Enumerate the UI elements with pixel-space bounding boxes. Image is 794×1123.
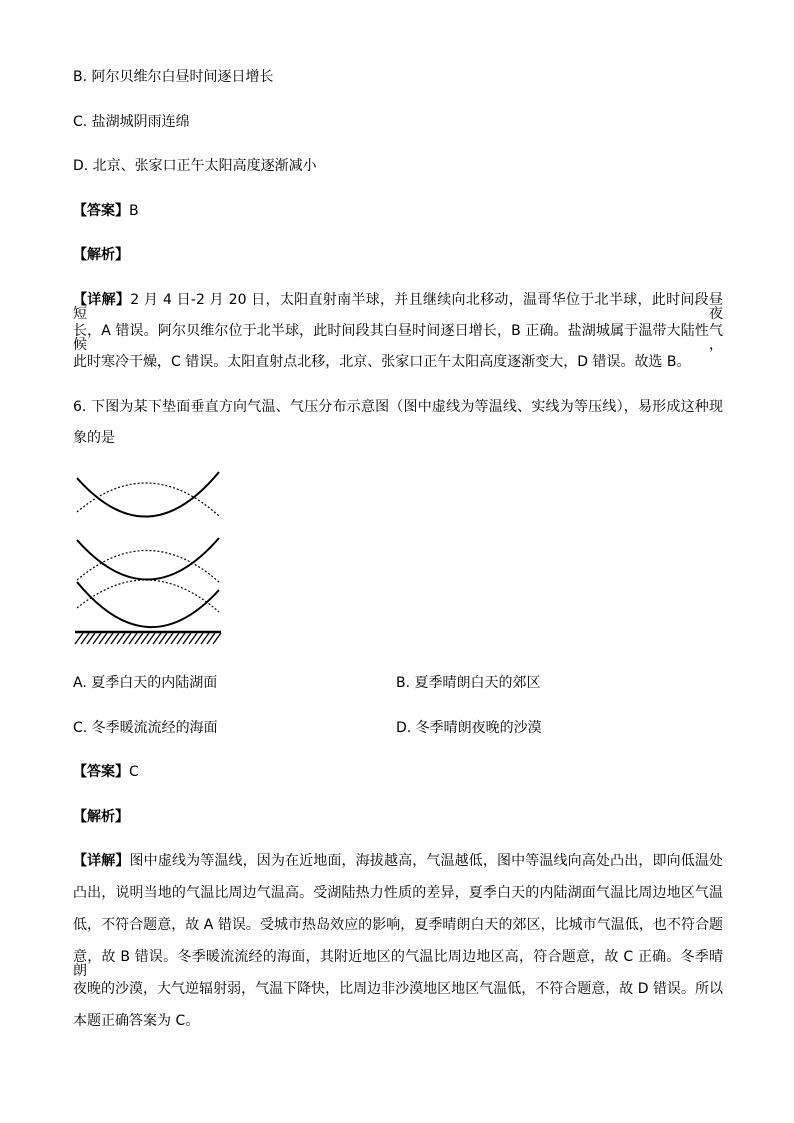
q6-detail-line-2: 凸出，说明当地的气温比周边气温高。受湖陆热力性质的差异，夏季白天的内陆湖面气温比周边地区气温 [73,885,723,901]
q6-question-line-1: 6. 下图为某下垫面垂直方向气温、气压分布示意图（图中虚线为等温线、实线为等压线），易形成这种现 [73,399,723,415]
q5-detail-label: 【详解】 [73,292,131,308]
isobar-line-3 [77,582,219,627]
q6-answer-label: 【答案】 [73,764,129,780]
q6-detail-line-4: 意，故 B 错误。冬季暖流流经的海面，其附近地区的气温比周边地区高，符合题意，故 C 正确。冬季晴朗 [73,949,723,979]
isobar-line-1 [77,472,219,517]
isotherm-line-2 [77,550,219,582]
q5-detail-text-1: 2 月 4 日-2 月 20 日，太阳直射南半球，并且继续向北移动，温哥华位于北半球，此时间段昼短夜 [73,292,723,322]
isobar-line-2 [77,538,219,580]
q5-option-c: C. 盐湖城阴雨连绵 [73,114,190,130]
q6-option-d: D. 冬季晴朗夜晚的沙漠 [396,720,542,736]
q6-option-a: A. 夏季白天的内陆湖面 [73,675,218,691]
ground-hatching [75,633,221,644]
q5-analysis-label: 【解析】 [73,247,129,263]
q6-option-c: C. 冬季暖流流经的海面 [73,720,218,736]
q6-answer [73,765,139,779]
q6-detail-line-6: 本题正确答案为 C。 [73,1013,200,1029]
q5-answer-label: 【答案】 [73,203,129,219]
isotherm-line-3 [77,580,219,612]
q6-answer-value: C [129,764,139,780]
q6-option-b: B. 夏季晴朗白天的郊区 [396,675,541,691]
q6-detail-line-3: 低，不符合题意，故 A 错误。受城市热岛效应的影响，夏季晴朗白天的郊区，比城市气温低，也不符合题 [73,917,723,933]
q5-answer [73,204,139,218]
q6-detail-line-1 [73,854,723,868]
q5-detail-line-3: 此时寒冷干燥，C 错误。太阳直射点北移，北京、张家口正午太阳高度逐渐变大，D 错误。故选 B。 [73,354,691,370]
q5-detail-line-1 [73,293,723,321]
q6-analysis-label: 【解析】 [73,809,129,825]
q5-option-d: D. 北京、张家口正午太阳高度逐渐减小 [73,158,317,174]
q5-answer-value: B [129,203,139,219]
q5-option-b: B. 阿尔贝维尔白昼时间逐日增长 [73,69,274,85]
q6-detail-line-5: 夜晚的沙漠，大气逆辐射弱，气温下降快，比周边非沙漠地区地区气温低，不符合题意，故 D 错误。所以 [73,981,723,997]
q6-detail-label: 【详解】 [73,853,130,869]
isotherm-isobar-figure [73,470,223,648]
q5-detail-line-2: 长，A 错误。阿尔贝维尔位于北半球，此时间段其白昼时间逐日增长，B 正确。盐湖城属于温带大陆性气候， [73,323,723,353]
q6-question-line-2: 象的是 [73,430,115,446]
q6-detail-text-1: 图中虚线为等温线，因为在近地面，海拔越高，气温越低，图中等温线向高处凸出，即向低温处 [129,853,724,869]
